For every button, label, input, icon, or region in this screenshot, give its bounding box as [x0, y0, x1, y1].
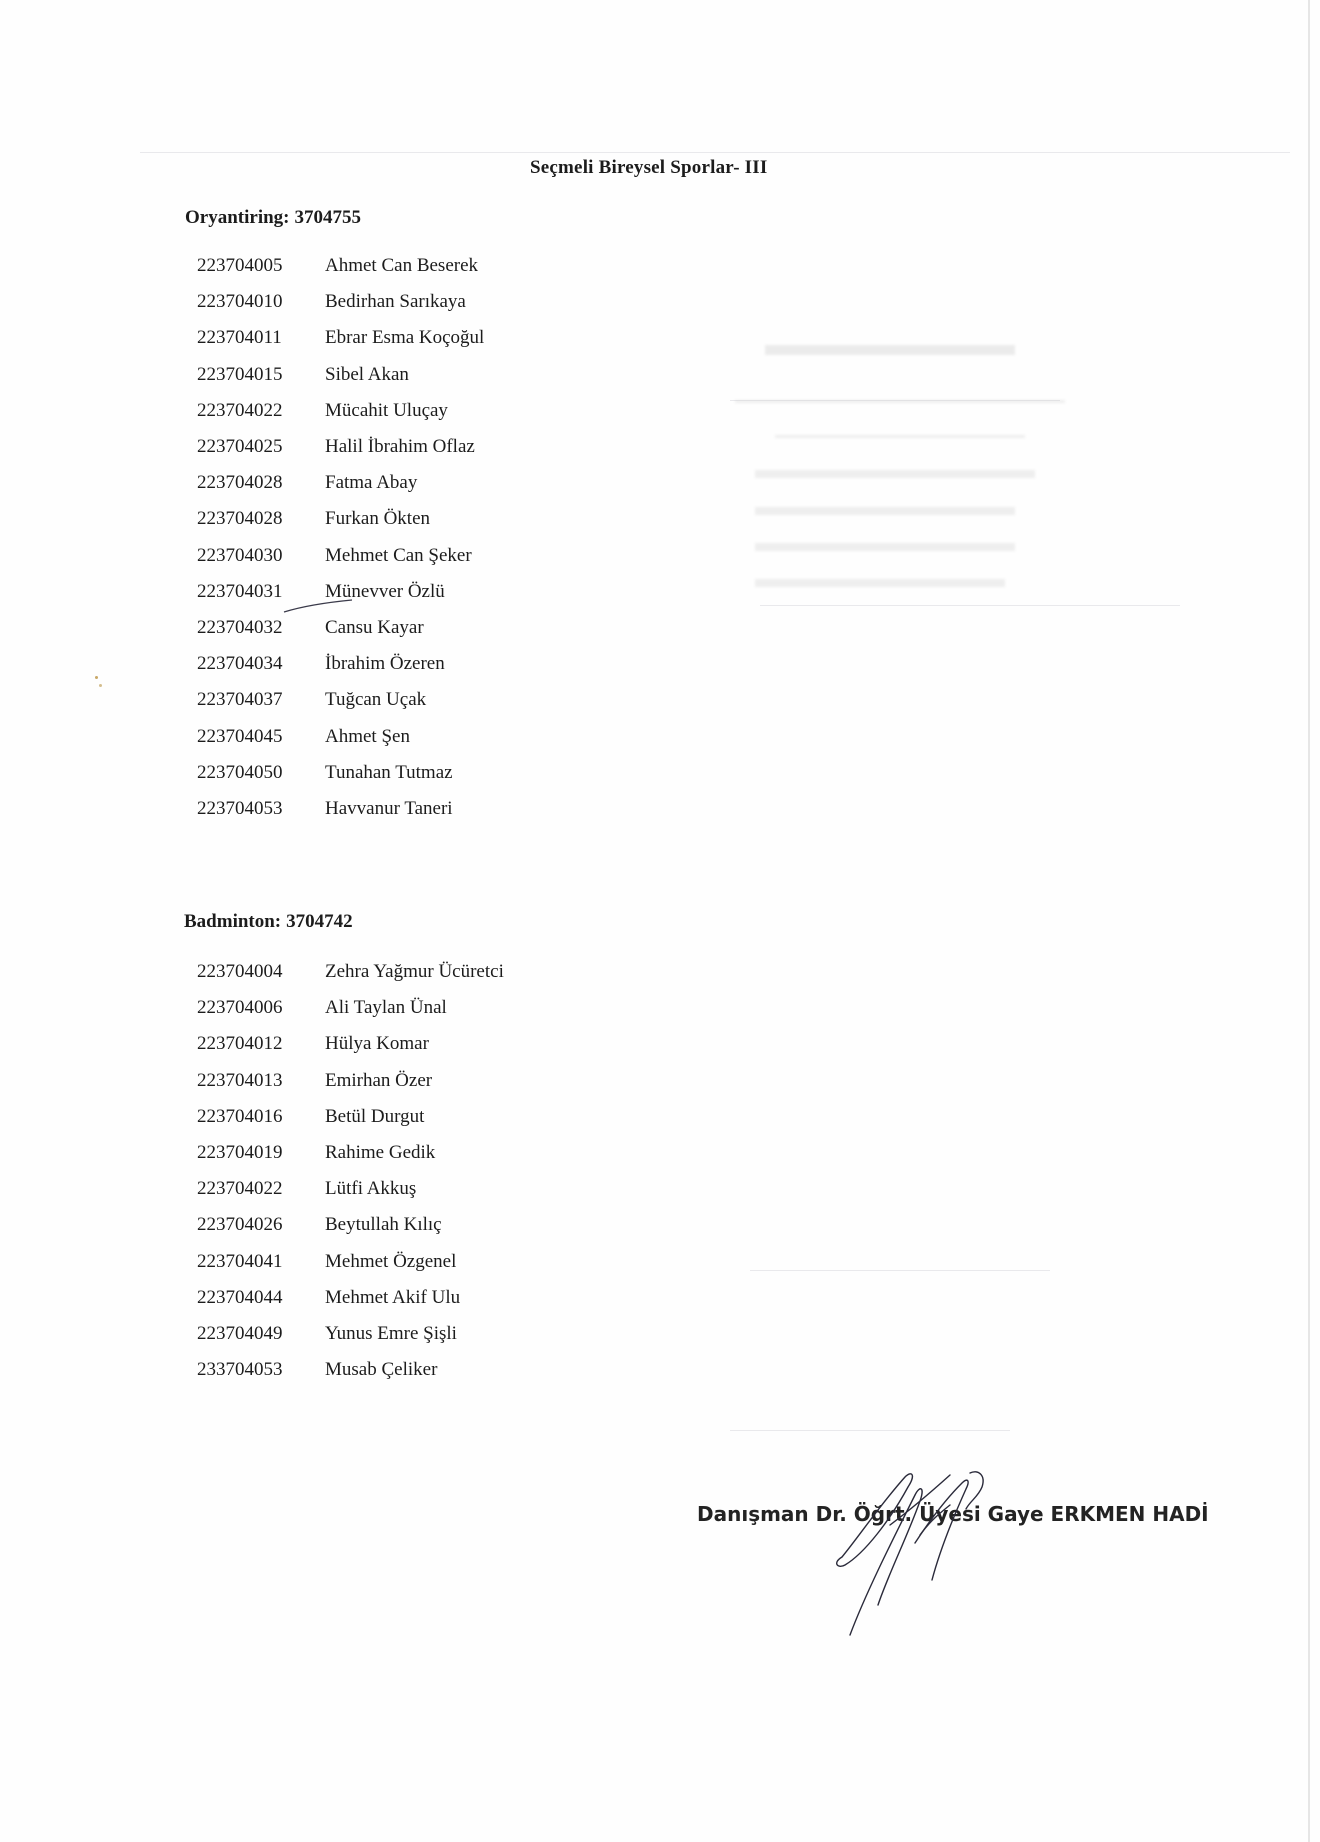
section-label: Badminton: [184, 911, 282, 932]
student-name: İbrahim Özeren [325, 653, 445, 675]
section-heading-badminton [184, 911, 353, 933]
scan-edge [1308, 0, 1310, 1842]
student-name: Rahime Gedik [325, 1142, 436, 1164]
student-id: 223704041 [197, 1250, 283, 1272]
list-item [197, 1352, 697, 1388]
list-item [197, 646, 697, 682]
bleed-through-artifact [735, 345, 1055, 605]
student-name: Mehmet Özgenel [325, 1250, 457, 1272]
student-name: Fatma Abay [325, 472, 418, 494]
student-name: Havvanur Taneri [325, 797, 453, 819]
handwritten-signature [820, 1465, 1020, 1640]
student-name: Mehmet Akif Ulu [325, 1286, 461, 1308]
student-id: 223704026 [197, 1214, 283, 1236]
course-code: 3704742 [286, 911, 353, 932]
document-title: Seçmeli Bireysel Sporlar- III [530, 157, 768, 178]
list-item [197, 791, 697, 827]
student-id: 223704012 [197, 1033, 283, 1055]
student-id: 223704004 [197, 961, 283, 983]
student-name: Emirhan Özer [325, 1069, 433, 1091]
student-list-oryantiring [197, 248, 697, 827]
student-id: 223704050 [197, 761, 283, 783]
section-heading-oryantiring [185, 207, 361, 229]
student-name: Ebrar Esma Koçoğul [325, 327, 485, 349]
student-id: 223704028 [197, 472, 283, 494]
student-name: Bedirhan Sarıkaya [325, 291, 466, 313]
student-id: 223704053 [197, 797, 283, 819]
student-id: 223704022 [197, 1178, 283, 1200]
student-name: Yunus Emre Şişli [325, 1322, 457, 1344]
student-name: Tunahan Tutmaz [325, 761, 453, 783]
advisor-signature-line: Danışman Dr. Öğrt. Üyesi Gaye ERKMEN HADİ [697, 1502, 1209, 1526]
student-name: Lütfi Akkuş [325, 1178, 417, 1200]
list-item [197, 320, 697, 356]
student-id: 223704037 [197, 689, 283, 711]
student-id: 223704011 [197, 327, 282, 349]
student-name: Sibel Akan [325, 363, 409, 385]
pen-stroke-mark [280, 596, 360, 616]
student-id: 223704019 [197, 1142, 283, 1164]
student-id: 223704016 [197, 1105, 283, 1127]
student-id: 223704031 [197, 580, 283, 602]
list-item [197, 990, 697, 1026]
list-item [197, 357, 697, 393]
student-list-badminton [197, 954, 697, 1388]
student-id: 223704022 [197, 399, 283, 421]
list-item [197, 718, 697, 754]
list-item [197, 755, 697, 791]
student-name: Mücahit Uluçay [325, 399, 448, 421]
list-item [197, 1135, 697, 1171]
list-item [197, 574, 697, 610]
list-item [197, 393, 697, 429]
student-id: 223704006 [197, 997, 283, 1019]
student-id: 223704015 [197, 363, 283, 385]
list-item [197, 1063, 697, 1099]
student-id: 223704032 [197, 616, 283, 638]
student-name: Halil İbrahim Oflaz [325, 436, 475, 458]
student-id: 223704045 [197, 725, 283, 747]
student-id: 223704028 [197, 508, 283, 530]
student-name: Cansu Kayar [325, 616, 424, 638]
student-name: Mehmet Can Şeker [325, 544, 472, 566]
list-item [197, 248, 697, 284]
scan-speck [95, 676, 98, 679]
student-id: 223704044 [197, 1286, 283, 1308]
student-name: Betül Durgut [325, 1105, 425, 1127]
student-id: 223704034 [197, 653, 283, 675]
scan-artifact-line [760, 605, 1180, 606]
student-name: Furkan Ökten [325, 508, 431, 530]
student-name: Ahmet Can Beserek [325, 255, 479, 277]
list-item [197, 610, 697, 646]
scan-artifact-line [750, 1270, 1050, 1271]
list-item [197, 1207, 697, 1243]
student-name: Zehra Yağmur Ücüretci [325, 961, 504, 983]
student-name: Ahmet Şen [325, 725, 410, 747]
list-item [197, 954, 697, 990]
student-id: 223704005 [197, 255, 283, 277]
student-id: 223704013 [197, 1069, 283, 1091]
list-item [197, 1316, 697, 1352]
student-name: Beytullah Kılıç [325, 1214, 442, 1236]
list-item [197, 465, 697, 501]
scan-artifact-line [730, 1430, 1010, 1431]
student-id: 223704010 [197, 291, 283, 313]
student-id: 223704030 [197, 544, 283, 566]
list-item [197, 429, 697, 465]
student-name: Ali Taylan Ünal [325, 997, 447, 1019]
list-item [197, 1280, 697, 1316]
list-item [197, 538, 697, 574]
section-label: Oryantiring: [185, 207, 290, 228]
list-item [197, 1099, 697, 1135]
list-item [197, 1244, 697, 1280]
scan-artifact-line [140, 152, 1290, 153]
course-code: 3704755 [294, 207, 361, 228]
student-name: Münevver Özlü [325, 580, 445, 602]
list-item [197, 1026, 697, 1062]
student-name: Tuğcan Uçak [325, 689, 427, 711]
student-id: 233704053 [197, 1359, 283, 1381]
list-item [197, 1171, 697, 1207]
student-id: 223704025 [197, 436, 283, 458]
student-name: Musab Çeliker [325, 1359, 438, 1381]
scan-speck [99, 684, 102, 687]
student-name: Hülya Komar [325, 1033, 429, 1055]
student-id: 223704049 [197, 1322, 283, 1344]
list-item [197, 284, 697, 320]
list-item [197, 682, 697, 718]
list-item [197, 501, 697, 537]
